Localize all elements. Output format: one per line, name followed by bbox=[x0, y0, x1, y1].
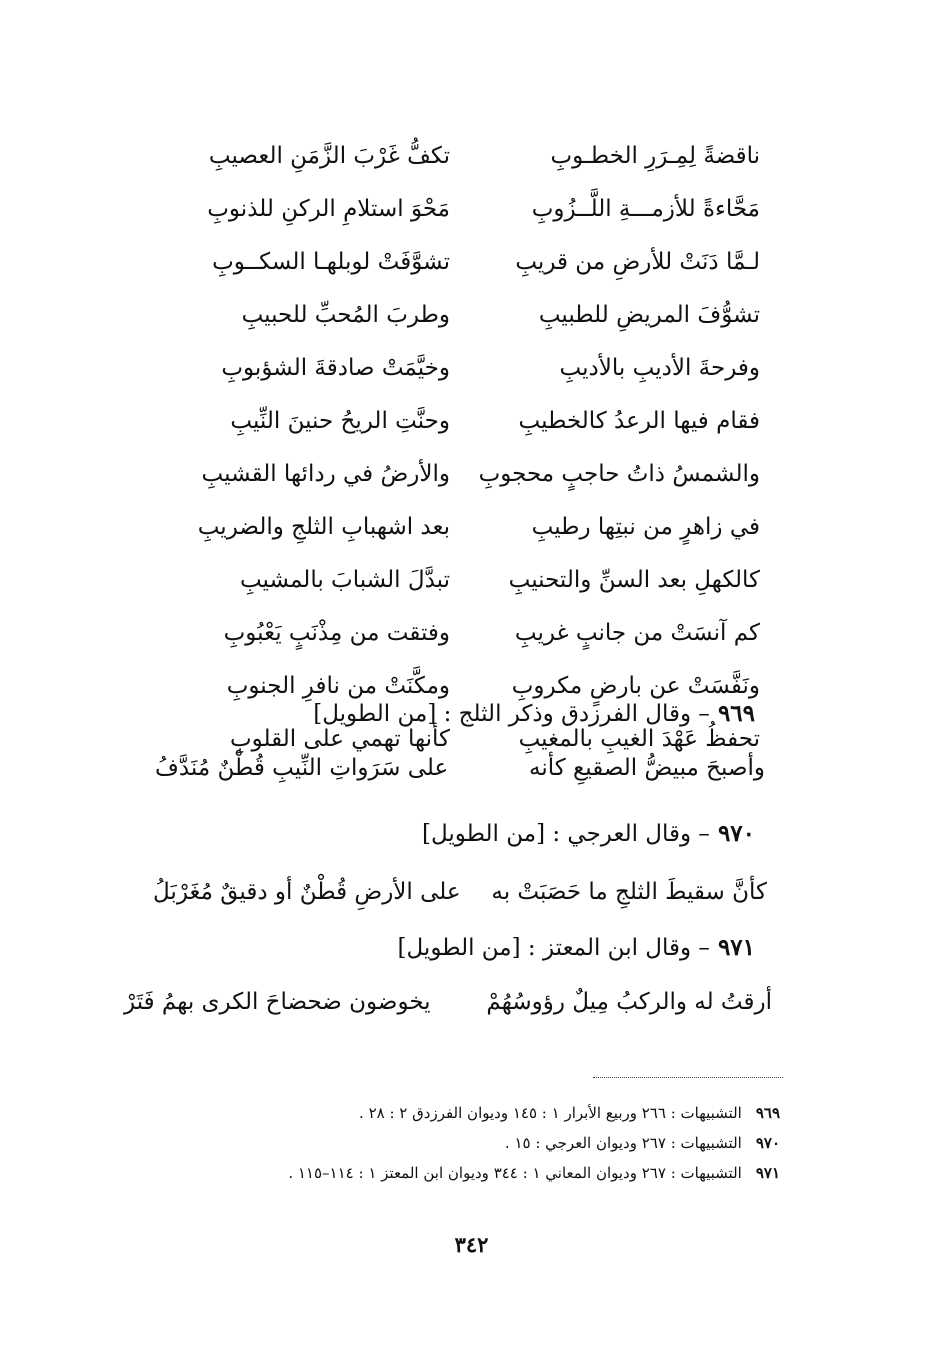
first-hemistich: كالكهلِ بعد السنِّ والتحنيبِ bbox=[508, 567, 760, 593]
entry-number: ٩٦٩ bbox=[717, 700, 755, 727]
verse-line bbox=[160, 501, 760, 554]
footnote-text: التشبيهات : ٢٦٧ وديوان العرجي : ١٥ . bbox=[504, 1134, 742, 1152]
first-hemistich: كأنَّ سقيطَ الثلجِ ما حَصَبَتْ به bbox=[491, 879, 767, 905]
second-hemistich: وخيَّمَتْ صادقةَ الشؤبوبِ bbox=[221, 355, 450, 381]
verse-line bbox=[160, 236, 760, 289]
first-hemistich: كم آنسَتْ من جانبٍ غريبِ bbox=[514, 620, 760, 646]
first-hemistich: فقام فيها الرعدُ كالخطيبِ bbox=[518, 408, 760, 434]
second-hemistich: تشوَّفَتْ لوبلهـا السكــوبِ bbox=[212, 249, 450, 275]
second-hemistich: مَحْوَ استلامِ الركنِ للذنوبِ bbox=[207, 196, 450, 222]
entry-number: ٩٧١ bbox=[717, 934, 755, 961]
footnote bbox=[180, 1098, 780, 1128]
second-hemistich: وحنَّتِ الريحُ حنينَ النِّيبِ bbox=[230, 408, 450, 434]
second-hemistich: بعد اشهبابِ الثلجِ والضريبِ bbox=[197, 514, 450, 540]
verse-line bbox=[160, 554, 760, 607]
second-hemistich: وفتقت من مِذْنَبٍ يَعْبُوبِ bbox=[223, 620, 450, 646]
footnote-text: التشبيهات : ٢٦٦ وربيع الأبرار ١ : ١٤٥ وديوان الفرزدق ٢ : ٢٨ . bbox=[359, 1104, 742, 1122]
first-hemistich: أرقتُ له والركبُ مِيلٌ رؤوسُهُمْ bbox=[486, 989, 772, 1015]
verse-line bbox=[160, 342, 760, 395]
second-hemistich: وطربَ المُحبِّ للحبيبِ bbox=[241, 302, 450, 328]
first-hemistich: في زاهرٍ من نبتِها رطيبِ bbox=[531, 514, 760, 540]
second-hemistich: تكفُّ غَرْبَ الزَّمَنِ العصيبِ bbox=[208, 143, 450, 169]
first-hemistich: ونَفَّسَتْ عن بارضٍ مكروبِ bbox=[511, 673, 760, 699]
entry-number: ٩٧٠ bbox=[717, 820, 755, 847]
entry-text: – وقال العرجي : [من الطويل] bbox=[421, 821, 710, 847]
verse-line bbox=[160, 607, 760, 660]
first-hemistich: ناقضةً لِمِـرَرِ الخطـوبِ bbox=[550, 143, 760, 169]
poem-block bbox=[160, 130, 760, 766]
entry-heading bbox=[313, 694, 755, 734]
second-hemistich: على الأرضِ قُطْنٌ أو دقيقٌ مُغَرْبَلُ bbox=[153, 879, 461, 905]
first-hemistich: والشمسُ ذاتُ حاجبٍ محجوبِ bbox=[478, 461, 760, 487]
first-hemistich: وفرحةَ الأديبِ بالأديبِ bbox=[559, 355, 760, 381]
footnote-text: التشبيهات : ٢٦٧ وديوان المعاني ١ : ٣٤٤ وديوان ابن المعتز ١ : ١١٤–١١٥ . bbox=[288, 1164, 742, 1182]
first-hemistich: مَحَّاءةً للأزمـــةِ اللَّــزُوبِ bbox=[531, 196, 760, 222]
verse-line bbox=[160, 448, 760, 501]
verse-line bbox=[160, 289, 760, 342]
entry-text: – وقال الفرزدق وذكر الثلج : [من الطويل] bbox=[313, 701, 710, 727]
quoted-verse bbox=[155, 746, 765, 790]
second-hemistich: تبدَّلَ الشبابَ بالمشيبِ bbox=[239, 567, 450, 593]
verse-line bbox=[160, 183, 760, 236]
first-hemistich: وأصبحَ مبيضُّ الصقيعِ كأنه bbox=[529, 755, 765, 781]
footnote-number: ٩٧٠ bbox=[755, 1134, 780, 1152]
second-hemistich: ومكَّنَتْ من نافرِ الجنوبِ bbox=[226, 673, 450, 699]
entry-heading bbox=[422, 814, 755, 854]
entry-heading bbox=[398, 928, 755, 968]
verse-line bbox=[160, 130, 760, 183]
second-hemistich: كأنها تهمي على القلوبِ bbox=[229, 726, 450, 752]
footnote bbox=[180, 1128, 780, 1158]
second-hemistich: على سَرَواتِ النِّيبِ قُطْنٌ مُنَدَّفُ bbox=[155, 755, 449, 781]
footnote-separator bbox=[593, 1077, 783, 1078]
quoted-verse bbox=[124, 980, 772, 1024]
page-number: ٣٤٢ bbox=[454, 1232, 489, 1257]
second-hemistich: يخوضون ضحضاحَ الكرى بهمُ فَتَرْ bbox=[124, 989, 431, 1015]
first-hemistich: لـمَّا دَنَتْ للأرضِ من قريبِ bbox=[515, 249, 760, 275]
first-hemistich: تحفظُ عَهْدَ الغيبِ بالمغيبِ bbox=[518, 726, 760, 752]
first-hemistich: تشوُّفَ المريضِ للطبيبِ bbox=[538, 302, 760, 328]
footnote bbox=[180, 1158, 780, 1188]
footnotes bbox=[180, 1098, 780, 1188]
verse-line bbox=[160, 395, 760, 448]
footnote-number: ٩٦٩ bbox=[755, 1104, 780, 1122]
entry-text: – وقال ابن المعتز : [من الطويل] bbox=[397, 935, 710, 961]
second-hemistich: والأرضُ في ردائها القشيبِ bbox=[201, 461, 450, 487]
footnote-number: ٩٧١ bbox=[755, 1164, 780, 1182]
quoted-verse bbox=[153, 870, 767, 914]
